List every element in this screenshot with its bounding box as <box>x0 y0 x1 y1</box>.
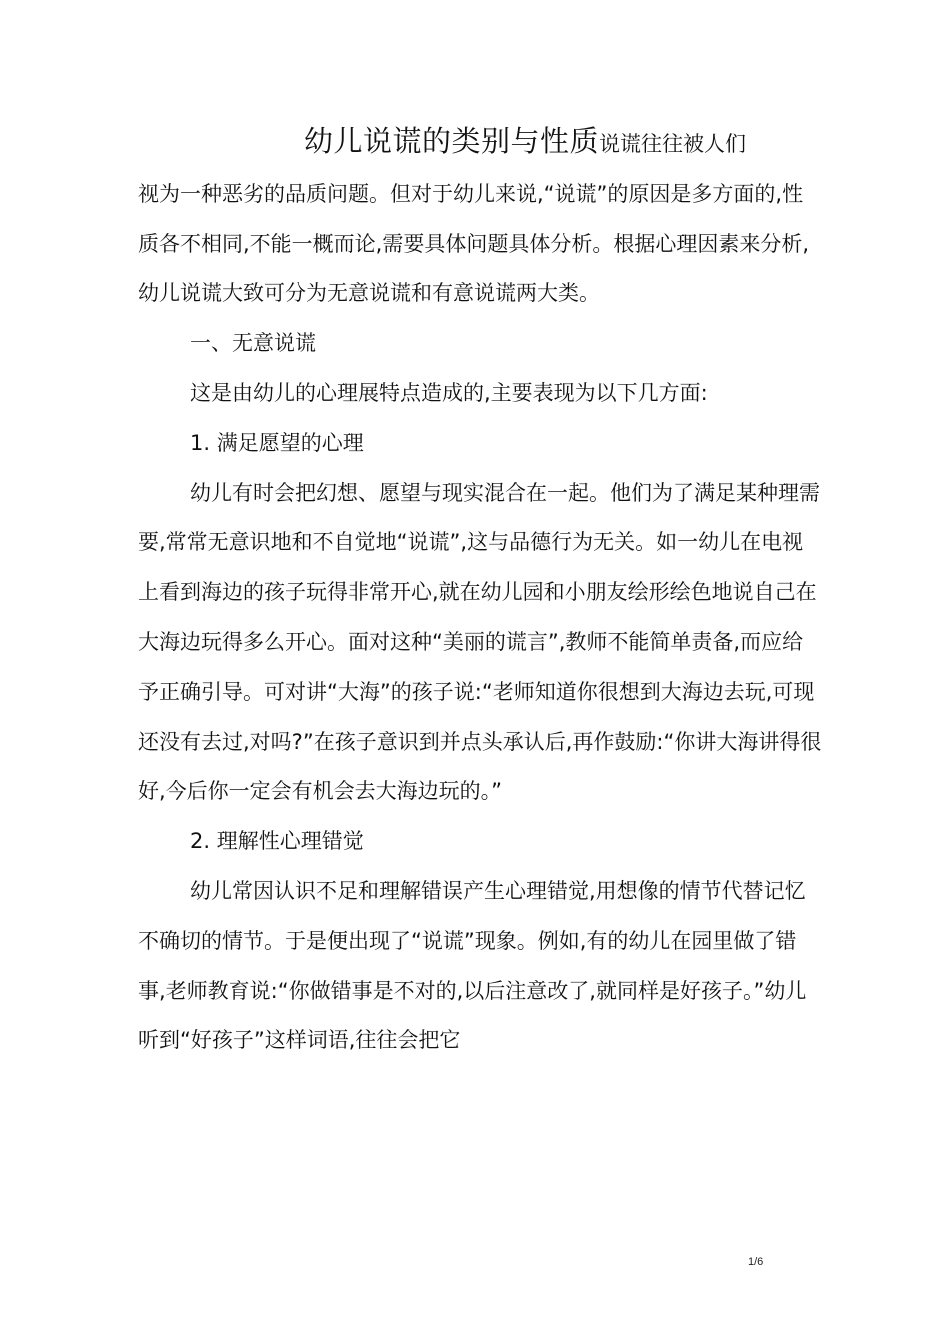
document-title: 幼儿说谎的类别与性质 <box>304 124 600 158</box>
document-body <box>138 117 822 1066</box>
title-tail-text: 说谎往往被人们 <box>599 132 747 156</box>
paragraph-misunderstanding-illusion: 幼儿常因认识不足和理解错误产生心理错觉,用想像的情节代替记忆不确切的情节。于是便出现了“说谎”现象。例如,有的幼儿在园里做了错事,老师教育说:“你做错事是不对的,以后注意改了,就同样是好孩子。”幼儿听到“好孩子”这样词语,往往会把它 <box>138 878 807 1053</box>
page-number: 1/6 <box>748 1256 764 1268</box>
subheading-wish-fulfillment: 1. 满足愿望的心理 <box>190 430 364 455</box>
paragraph-overview: 这是由幼儿的心理展特点造成的,主要表现为以下几方面: <box>190 380 708 405</box>
paragraph-intro: 视为一种恶劣的品质问题。但对于幼儿来说,“说谎”的原因是多方面的,性质各不相同,不能一概而论,需要具体问题具体分析。根据心理因素来分析,幼儿说谎大致可分为无意说谎和有意说谎两大类。 <box>138 181 810 306</box>
title-line <box>138 117 822 170</box>
section-heading-unintentional-lying: 一、无意说谎 <box>190 331 316 356</box>
paragraph-wish-fulfillment: 幼儿有时会把幻想、愿望与现实混合在一起。他们为了满足某种理需要,常常无意识地和不自觉地“说谎”,这与品德行为无关。如一幼儿在电视上看到海边的孩子玩得非常开心,就在幼儿园和小朋友绘形绘色地说自己在大海边玩得多么开心。面对这种“美丽的谎言”,教师不能简单责备,而应给予正确引导。可对讲“大海”的孩子说:“老师知道你很想到大海边去玩,可现还没有去过,对吗?”在孩子意识到并点头承认后,再作鼓励:“你讲大海讲得很好,今后你一定会有机会去大海边玩的。” <box>138 480 822 804</box>
subheading-misunderstanding-illusion: 2. 理解性心理错觉 <box>190 829 364 854</box>
